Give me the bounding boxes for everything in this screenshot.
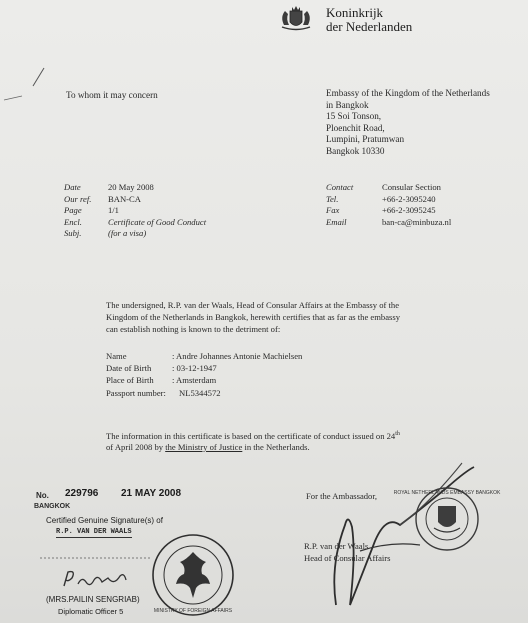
person-labels [106,350,166,399]
person-passport: NL5344572 [179,387,221,398]
paragraph-line: The information in this certificate is based on the certificate of conduct issued on 24 [106,430,396,441]
contact-value: Consular Section [382,182,441,192]
person-pob: : Amsterdam [172,375,217,386]
address-line: Embassy of the Kingdom of the Netherlands [326,88,490,98]
paragraph-text: in the Netherlands. [242,442,310,452]
stamp-date: 21 MAY 2008 [121,488,182,499]
paragraph-text: of April 2008 by [106,442,166,452]
embassy-address [326,88,490,158]
meta-value-subj: Certificate of Good Conduct [108,216,207,227]
signatory-name: R.P. van der Waals [304,541,369,551]
person-label: Place of Birth [106,375,154,386]
dotted-line [40,556,160,560]
salutation: To whom it may concern [66,90,158,100]
paragraph-line: Kingdom of the Netherlands in Bangkok, herewith certifies that as far as the embassy [106,312,401,322]
contact-label: Tel. [326,193,339,204]
meta-values [108,182,206,240]
stamp-city: BANGKOK [34,503,71,510]
body-paragraph-2-line2 [106,441,310,453]
stamp-signatory-title: Diplomatic Officer 5 [58,607,124,616]
meta-label-page: Page [64,205,82,216]
header-org-line1: Koninkrijk [326,5,384,20]
stamp-certified: Certified Genuine Signature(s) of [46,516,163,525]
contact-label: Contact [326,182,354,192]
contact-value: +66-2-3095240 [382,193,436,204]
contact-label: Email [326,216,347,227]
person-values [172,350,302,387]
person-label: Name [106,351,127,361]
contact-value: +66-2-3095245 [382,205,436,216]
paragraph-line: The undersigned, R.P. van der Waals, Head of Consular Affairs at the Embassy of the [106,300,400,310]
superscript: th [395,431,400,437]
thai-ministry-seal-icon [150,532,236,618]
person-label: Passport number: [106,387,166,398]
body-paragraph-1 [106,299,400,335]
signature-for-ambassador: For the Ambassador, [306,491,378,501]
stamp-no-label: No. [36,491,49,500]
person-name: : Andre Johannes Antonie Machielsen [172,351,303,361]
stamp-certified-name: R.P. VAN DER WAALS [56,528,132,536]
contact-labels [326,182,353,228]
stamp-number: 229796 [65,488,99,499]
meta-labels [64,182,91,240]
meta-label-encl: Encl. [64,216,82,227]
ministry-link-text: the Ministry of Justice [165,442,243,452]
address-line: 15 Soi Tonson, [326,111,382,122]
person-dob: : 03-12-1947 [172,363,217,374]
header-org-line2: der Nederlanden [326,19,413,34]
contact-email: ban-ca@minbuza.nl [382,216,452,227]
margin-mark [0,0,60,120]
contact-values [382,182,451,228]
embassy-seal-text: ROYAL NETHERLANDS EMBASSY BANGKOK [393,490,501,496]
address-line: Lumpini, Pratumwan [326,134,405,145]
meta-value-date: 20 May 2008 [108,182,154,192]
person-label: Date of Birth [106,363,152,374]
address-line: Bangkok 10330 [326,145,385,156]
thai-seal-text: MINISTRY OF FOREIGN AFFAIRS [153,608,233,614]
embassy-seal-icon [393,484,501,554]
signatory-title: Head of Consular Affairs [304,553,391,563]
meta-label-ref: Our ref. [64,193,92,204]
body-paragraph-2 [106,428,400,442]
address-line: Ploenchit Road, [326,122,385,133]
contact-label: Fax [326,205,340,216]
meta-label-date: Date [64,182,81,192]
meta-value-ref: BAN-CA [108,193,141,204]
address-line: in Bangkok [326,99,369,110]
meta-label-subj: Subj. [64,228,82,239]
stamp-signatory: (MRS.PAILIN SENGRIAB) [46,595,140,604]
meta-value-page: 1/1 [108,205,119,216]
netherlands-crest-icon [276,5,316,33]
meta-value-subj-line2: (for a visa) [108,228,147,239]
paragraph-line: can establish nothing is known to the detriment of: [106,324,281,334]
initials-signature [60,566,140,594]
